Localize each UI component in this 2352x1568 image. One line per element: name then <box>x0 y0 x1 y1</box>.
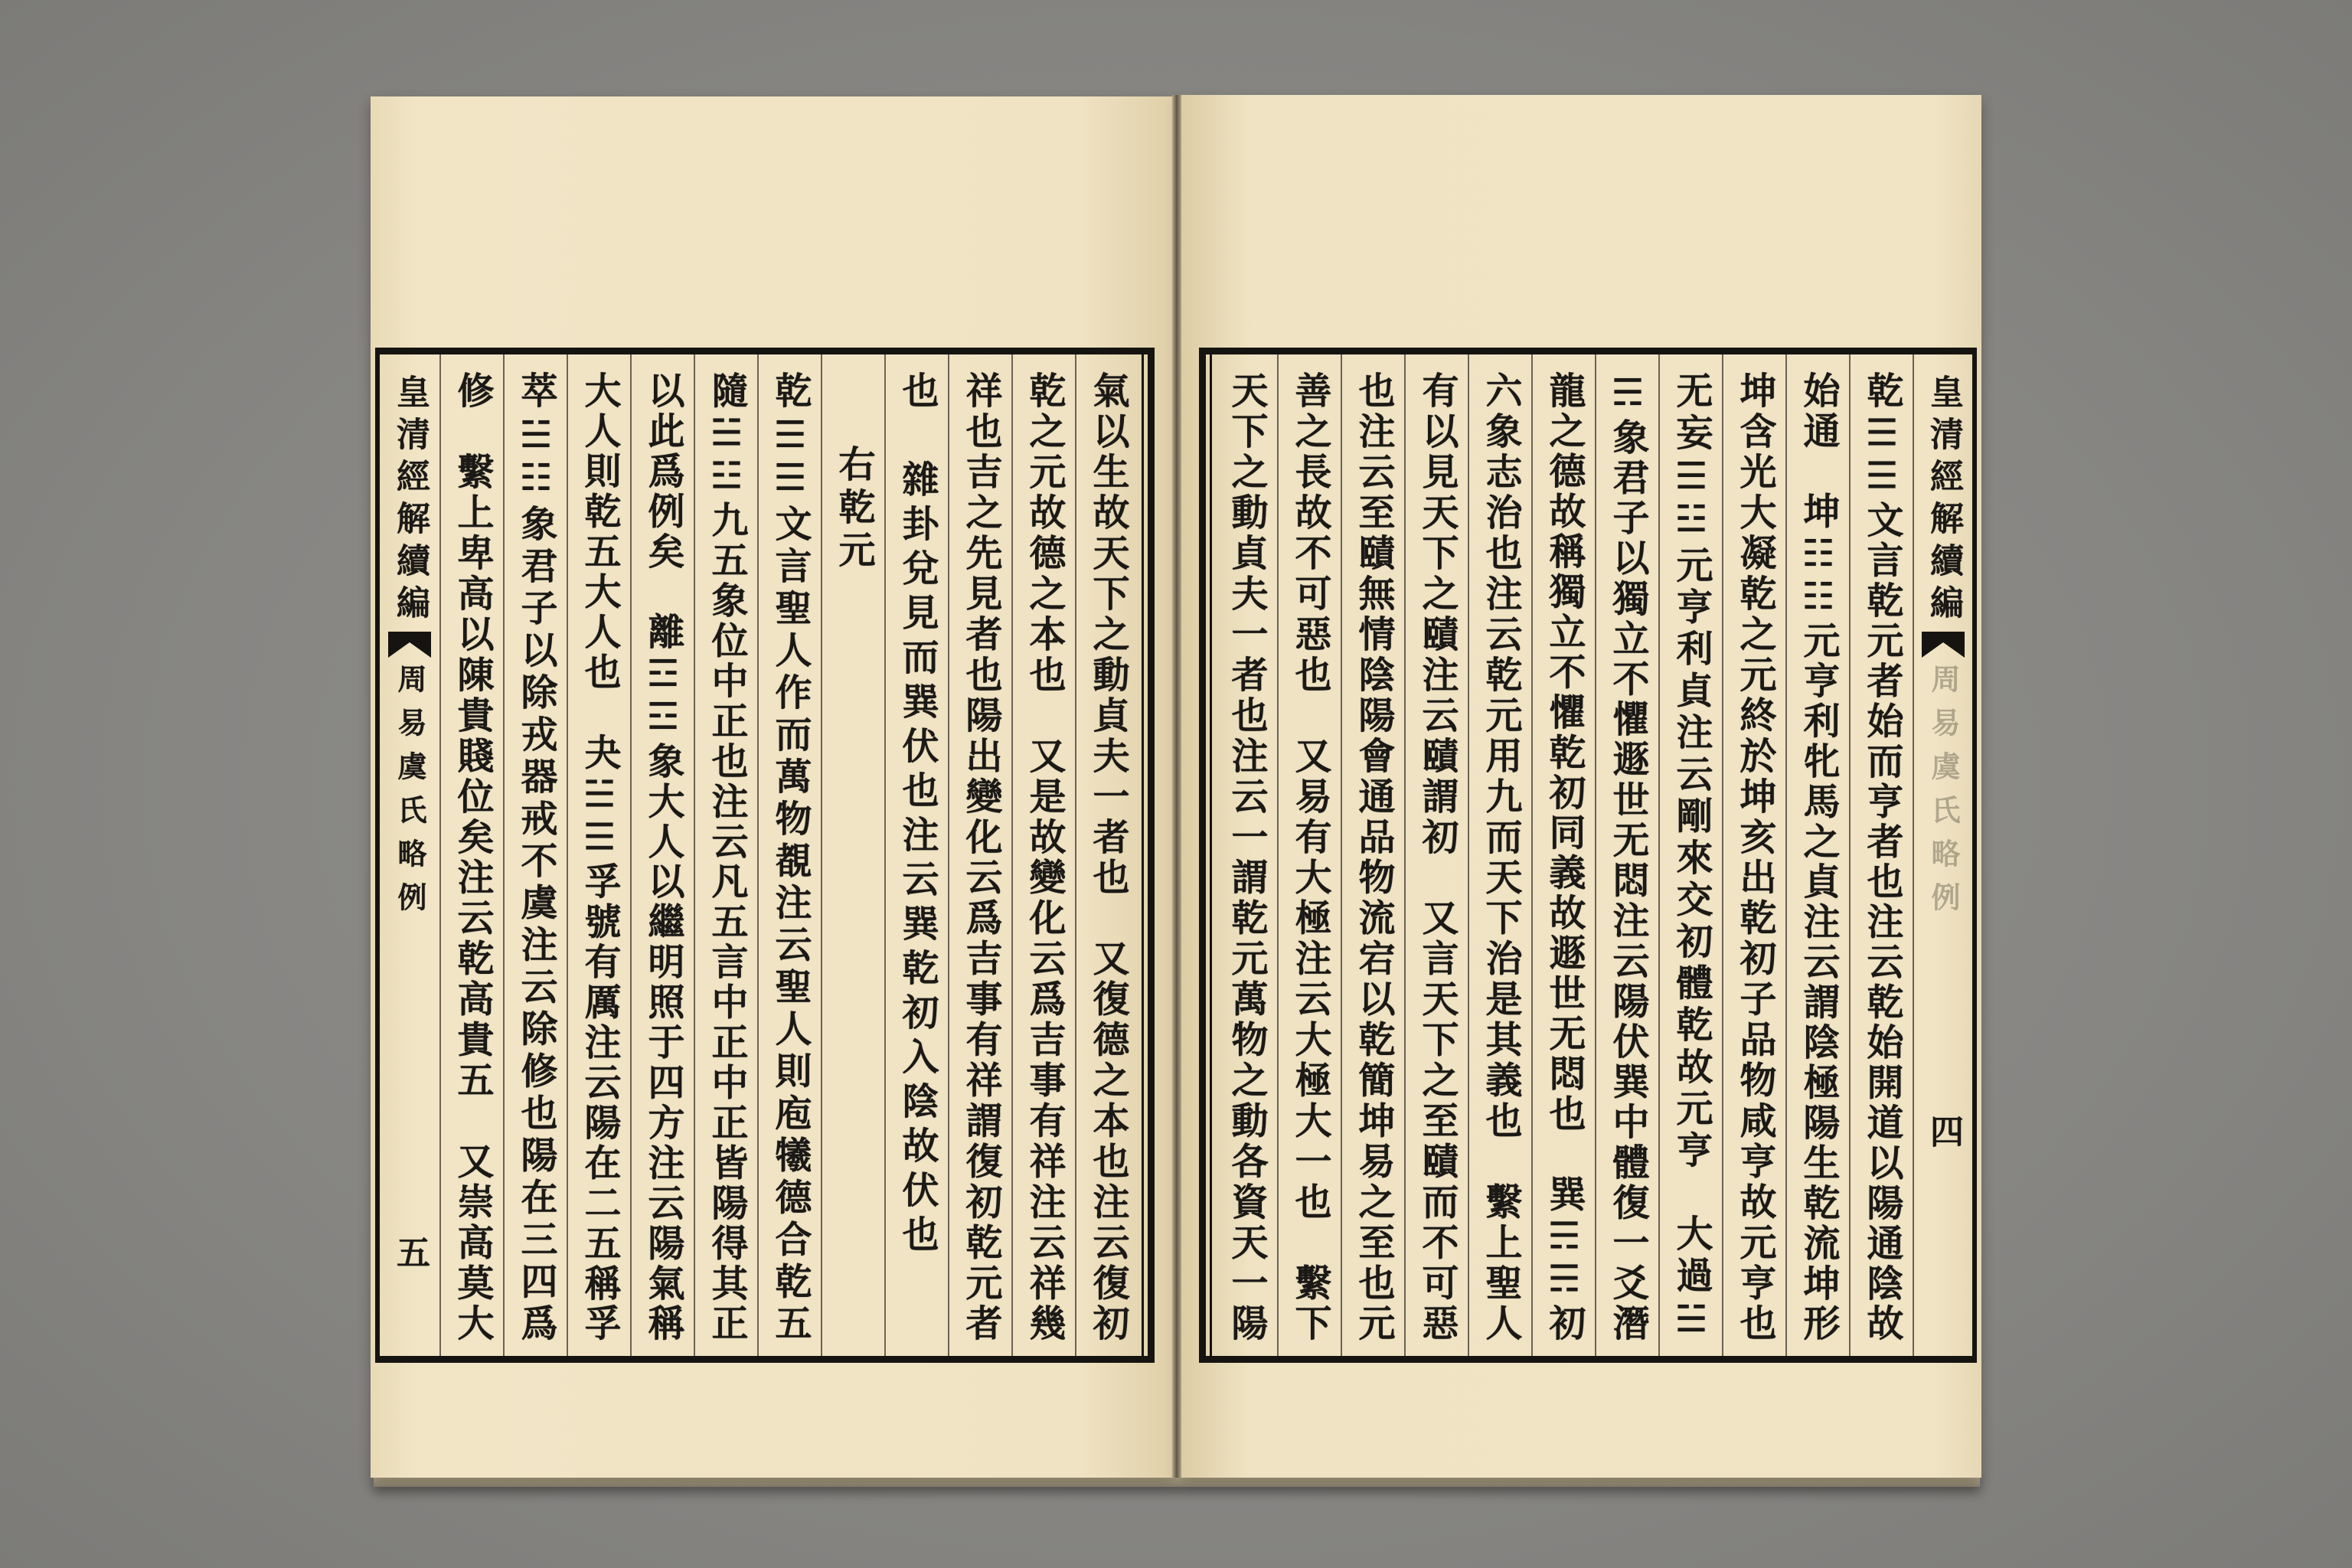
left-page-banner <box>380 354 439 1356</box>
left-page-column-2: 乾之元故德之本也 又是故變化云爲吉事有祥注云祥幾 <box>1011 354 1075 1356</box>
left-page-column-4: 也 雜卦兌見而巽伏也注云巽乾初入陰故伏也 <box>884 354 948 1356</box>
fishtail-mark <box>387 632 433 659</box>
banner-section-title: 周易虞氏略例 <box>393 664 427 926</box>
left-page-column-7: 隨☱☳九五象位中正也注云凡五言中正中正皆陽得其正 <box>694 354 757 1356</box>
right-page-column-11: 天下之動貞夫一者也注云一謂乾元萬物之動各資天一陽 <box>1215 354 1279 1356</box>
banner-title: 皇清經解續編 <box>390 374 430 627</box>
right-page-column-4: 无妄☰☳元亨利貞注云剛來交初體乾故元亨 大過☱ <box>1660 354 1723 1356</box>
left-page-text-frame <box>375 348 1155 1363</box>
fishtail-mark <box>1920 632 1966 659</box>
right-page-column-2: 始通 坤☷☷元亨利牝馬之貞注云謂陰極陽生乾流坤形 <box>1787 354 1851 1356</box>
left-page-section-heading: 右乾元 <box>821 354 884 1356</box>
left-page-column-10: 萃☱☷象君子以除戎器戒不虞注云除修也陽在三四爲 <box>503 354 567 1356</box>
page-number: 四 <box>1924 1114 1963 1148</box>
banner-title: 皇清經解續編 <box>1924 374 1963 627</box>
right-page-column-1: 乾☰☰文言乾元者始而亨者也注云乾始開道以陽通陰故 <box>1851 354 1914 1356</box>
right-page <box>1179 95 1981 1478</box>
book-spine-fold <box>1172 95 1181 1478</box>
banner-section-title: 周易虞氏略例 <box>1926 664 1961 926</box>
left-page-column-11: 修 繫上卑高以陳貴賤位矣注云乾高貴五 又崇高莫大 <box>439 354 503 1356</box>
right-page-column-10: 善之長故不可惡也 又易有大極注云大極大一也 繫下 <box>1279 354 1342 1356</box>
left-page <box>371 96 1174 1478</box>
right-page-column-6: 龍之德故稱獨立不懼乾初同義故遯世无悶也 巽☴☴初 <box>1533 354 1596 1356</box>
left-page-column-9: 大人則乾五大人也 夬☱☰孚號有厲注云陽在二五稱孚 <box>567 354 630 1356</box>
left-page-column-8: 以此爲例矣 離☲☲象大人以繼明照于四方注云陽氣稱 <box>630 354 694 1356</box>
right-page-banner <box>1914 354 1972 1356</box>
page-number: 五 <box>390 1235 430 1269</box>
left-page-column-6: 乾☰☰文言聖人作而萬物覩注云聖人則庖犧德合乾五 <box>757 354 821 1356</box>
right-page-column-3: 坤含光大凝乾之元終於坤亥出乾初子品物咸亨故元亨也 <box>1723 354 1787 1356</box>
right-page-column-7: 六象志治也注云乾元用九而天下治是其義也 繫上聖人 <box>1469 354 1533 1356</box>
right-page-column-5: ☴象君子以獨立不懼遯世无悶注云陽伏巽中體復一爻潛 <box>1596 354 1660 1356</box>
right-page-column-8: 有以見天下之賾注云賾謂初 又言天下之至賾而不可惡 <box>1406 354 1469 1356</box>
right-page-text-frame <box>1199 348 1977 1363</box>
right-page-column-9: 也注云至賾無情陰陽會通品物流宕以乾簡坤易之至也元 <box>1342 354 1406 1356</box>
left-page-column-3: 祥也吉之先見者也陽出變化云爲吉事有祥謂復初乾元者 <box>948 354 1011 1356</box>
left-page-column-1: 氣以生故天下之動貞夫一者也 又復德之本也注云復初 <box>1075 354 1138 1356</box>
